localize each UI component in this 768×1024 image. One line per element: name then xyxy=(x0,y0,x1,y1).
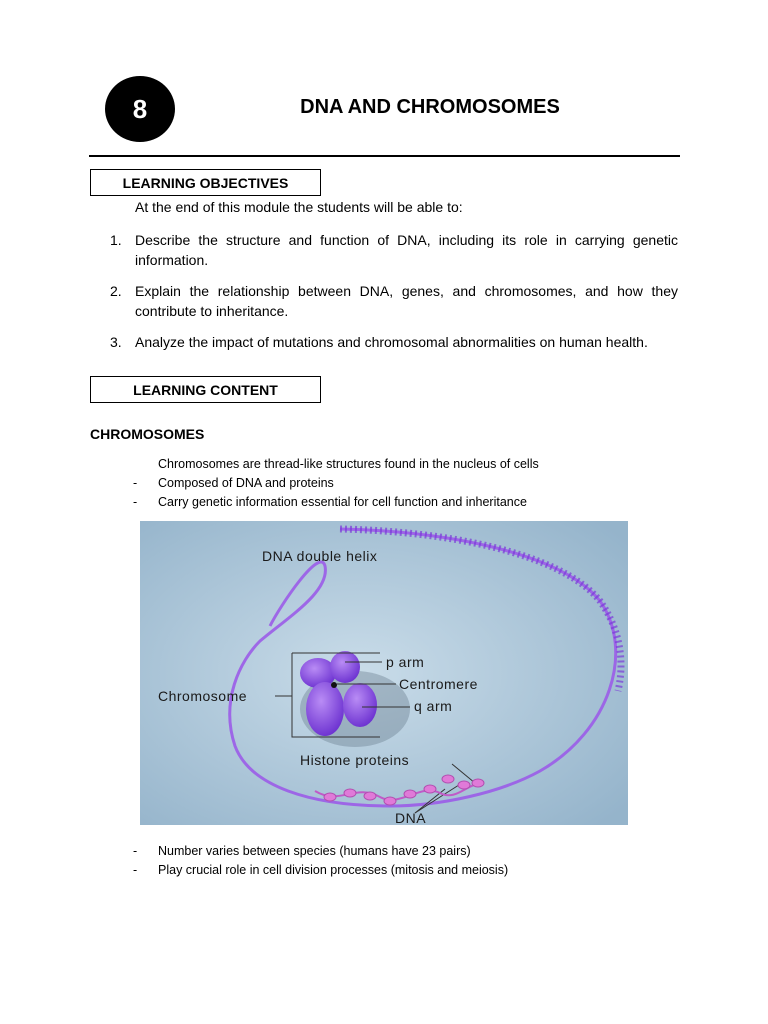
label-dna-double-helix: DNA double helix xyxy=(262,548,378,564)
chromosome-facts-top xyxy=(133,455,693,512)
learning-content-heading: LEARNING CONTENT xyxy=(90,376,321,403)
objective-item xyxy=(110,332,678,352)
bullet-dash: - xyxy=(133,495,138,509)
title-divider xyxy=(89,155,680,157)
objective-text: Analyze the impact of mutations and chromosomal abnormalities on human health. xyxy=(135,334,648,350)
objective-item xyxy=(110,281,678,321)
bullet-item xyxy=(133,861,693,880)
chromosome-facts-bottom xyxy=(133,842,693,880)
module-number-badge: 8 xyxy=(105,76,175,142)
objective-text: Describe the structure and function of DNA, including its role in carrying genetic information. xyxy=(135,232,678,268)
chromosomes-subheading: CHROMOSOMES xyxy=(90,426,205,442)
objective-text: Explain the relationship between DNA, genes, and chromosomes, and how they contribute to inheritance. xyxy=(135,283,678,319)
intro-line xyxy=(133,455,693,474)
label-histone-proteins: Histone proteins xyxy=(300,752,410,768)
learning-objectives-heading: LEARNING OBJECTIVES xyxy=(90,169,321,196)
objective-number: 3. xyxy=(110,334,122,350)
intro-line-text: Chromosomes are thread-like structures found in the nucleus of cells xyxy=(158,457,539,471)
bullet-item xyxy=(133,842,693,861)
bullet-dash: - xyxy=(133,844,138,858)
label-centromere: Centromere xyxy=(399,676,478,692)
chromosome-illustration xyxy=(140,521,628,825)
bullet-text: Composed of DNA and proteins xyxy=(158,476,334,490)
label-chromosome: Chromosome xyxy=(158,688,248,704)
objective-number: 1. xyxy=(110,232,122,248)
bullet-item xyxy=(133,474,693,493)
bullet-item xyxy=(133,493,693,512)
objective-item xyxy=(110,230,678,270)
bullet-text: Number varies between species (humans have 23 pairs) xyxy=(158,844,471,858)
label-q-arm: q arm xyxy=(414,698,453,714)
bullet-text: Carry genetic information essential for cell function and inheritance xyxy=(158,495,527,509)
objective-number: 2. xyxy=(110,283,122,299)
page-title: DNA AND CHROMOSOMES xyxy=(300,96,560,118)
bullet-dash: - xyxy=(133,476,138,490)
objectives-intro: At the end of this module the students will be able to: xyxy=(135,199,463,215)
objectives-list xyxy=(110,230,678,363)
bullet-dash: - xyxy=(133,863,138,877)
label-dna: DNA xyxy=(395,810,427,825)
label-p-arm: p arm xyxy=(386,654,425,670)
chromosome-diagram xyxy=(140,521,628,825)
bullet-text: Play crucial role in cell division processes (mitosis and meiosis) xyxy=(158,863,509,877)
